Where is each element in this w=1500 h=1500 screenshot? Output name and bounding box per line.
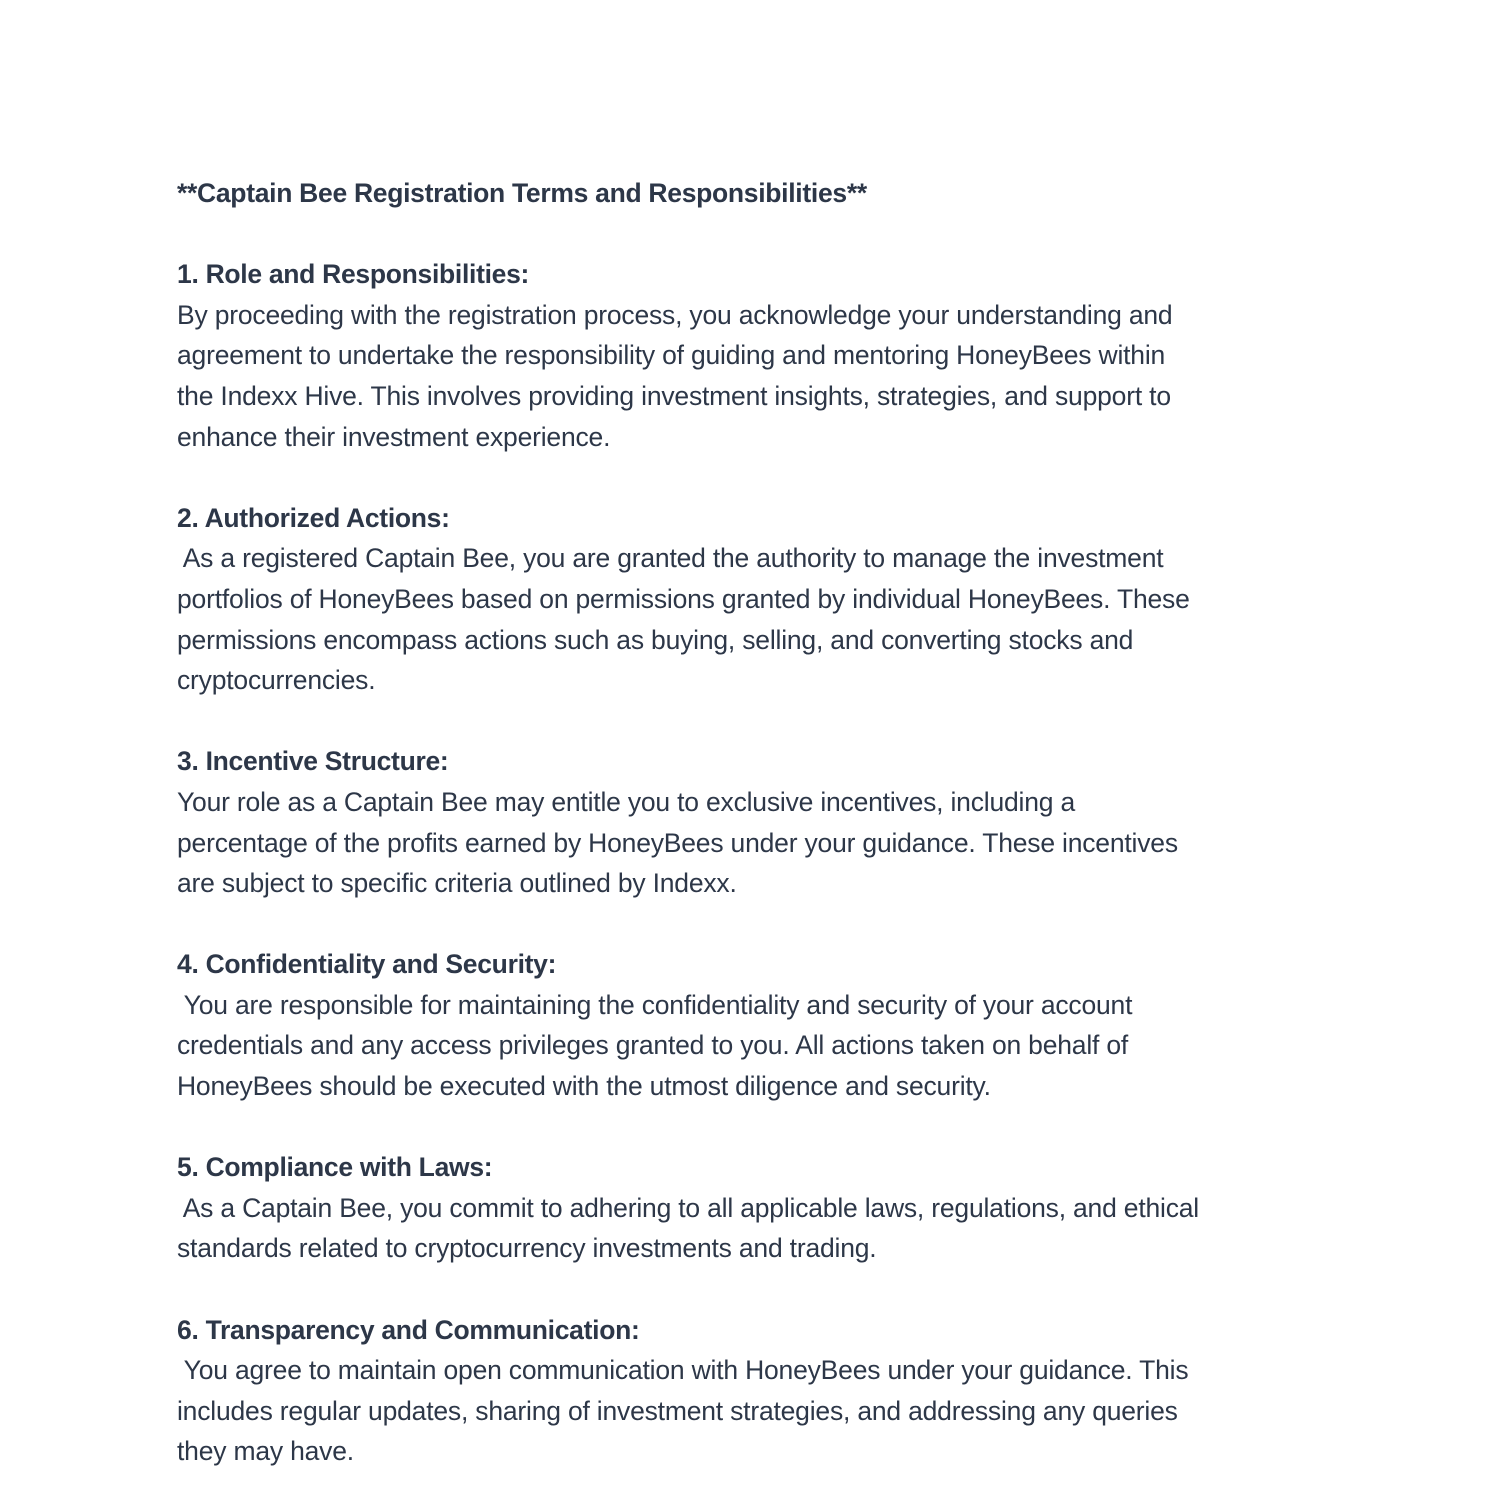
- document-title: **Captain Bee Registration Terms and Responsibilities**: [177, 178, 867, 208]
- section-authorized-actions: [177, 498, 1377, 701]
- section-compliance-with-laws: [177, 1147, 1377, 1269]
- section-incentive-structure: [177, 741, 1377, 903]
- spacer: [177, 1269, 1377, 1310]
- terms-document: [177, 173, 1377, 1472]
- section-text-line: portfolios of HoneyBees based on permissions granted by individual HoneyBees. These: [177, 583, 1190, 614]
- section-text-line: standards related to cryptocurrency investments and trading.: [177, 1233, 877, 1264]
- section-heading: 1. Role and Responsibilities:: [177, 259, 530, 290]
- section-heading: 6. Transparency and Communication:: [177, 1314, 640, 1345]
- section-heading: 2. Authorized Actions:: [177, 502, 450, 533]
- section-heading: 4. Confidentiality and Security:: [177, 949, 557, 980]
- section-text-line: enhance their investment experience.: [177, 421, 611, 452]
- section-text-line: You are responsible for maintaining the confidentiality and security of your account: [177, 989, 1133, 1020]
- section-heading: 3. Incentive Structure:: [177, 746, 449, 777]
- spacer: [177, 457, 1377, 498]
- section-text-line: Your role as a Captain Bee may entitle you to exclusive incentives, including a: [177, 786, 1075, 817]
- section-text-line: By proceeding with the registration process, you acknowledge your understanding and: [177, 299, 1173, 330]
- section-text-line: As a registered Captain Bee, you are granted the authority to manage the investment: [177, 543, 1164, 574]
- section-text-line: As a Captain Bee, you commit to adhering to all applicable laws, regulations, and ethical: [177, 1192, 1199, 1223]
- section-text-line: HoneyBees should be executed with the utmost diligence and security.: [177, 1071, 991, 1102]
- section-role-and-responsibilities: [177, 254, 1377, 457]
- section-heading: 5. Compliance with Laws:: [177, 1152, 493, 1183]
- section-text-line: includes regular updates, sharing of investment strategies, and addressing any queries: [177, 1395, 1178, 1426]
- section-text-line: credentials and any access privileges granted to you. All actions taken on behalf of: [177, 1030, 1129, 1061]
- section-text-line: agreement to undertake the responsibility of guiding and mentoring HoneyBees within: [177, 340, 1166, 371]
- section-confidentiality-and-security: [177, 944, 1377, 1106]
- section-text-line: the Indexx Hive. This involves providing investment insights, strategies, and support to: [177, 380, 1171, 411]
- section-text-line: they may have.: [177, 1436, 354, 1467]
- section-text-line: permissions encompass actions such as buying, selling, and converting stocks and: [177, 624, 1134, 655]
- section-text-line: cryptocurrencies.: [177, 665, 376, 696]
- spacer: [177, 214, 1377, 255]
- section-text-line: are subject to specific criteria outlined by Indexx.: [177, 868, 737, 899]
- section-text-line: You agree to maintain open communication with HoneyBees under your guidance. This: [177, 1355, 1189, 1386]
- spacer: [177, 701, 1377, 742]
- section-text-line: percentage of the profits earned by HoneyBees under your guidance. These incentives: [177, 827, 1178, 858]
- section-transparency-and-communication: [177, 1310, 1377, 1472]
- spacer: [177, 1107, 1377, 1148]
- spacer: [177, 904, 1377, 945]
